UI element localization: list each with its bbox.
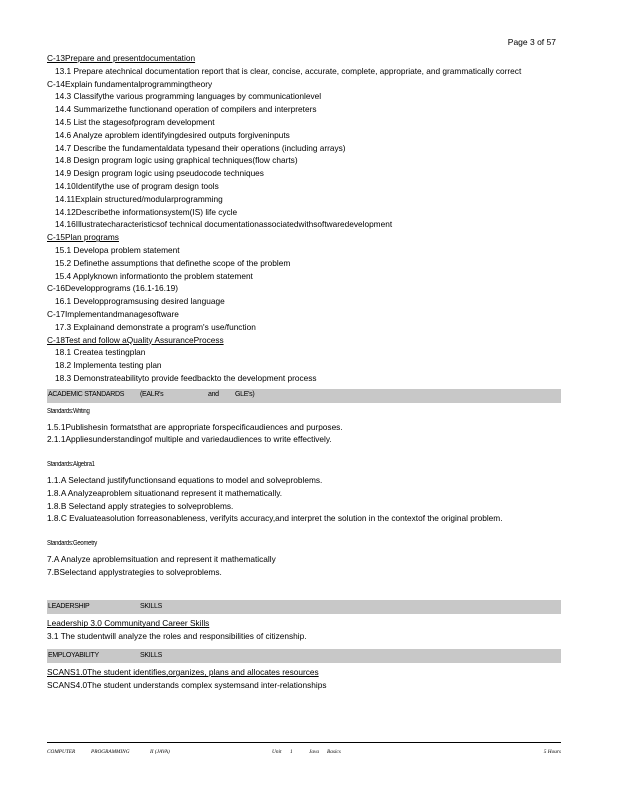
standards-list [47, 406, 561, 579]
competency-item: 16.1 Developprogramsusing desired language [55, 296, 225, 307]
employability-item: SCANS4.0The student understands complex systemsand inter-relationships [47, 679, 327, 690]
footer-divider [47, 742, 561, 743]
competency-heading: C-16Developprograms (16.1-16.19) [47, 283, 178, 294]
bar-skills: SKILLS [140, 603, 162, 611]
bar-title: EMPLOYABILITY [48, 651, 99, 659]
competency-item: 14.4 Summarizethe functionand operation of compilers and interpreters [55, 104, 317, 115]
footer-course2: PROGRAMMING [91, 749, 130, 755]
bar-ealr: (EALR's [140, 391, 164, 399]
footer-level: II (JAVA) [150, 749, 170, 755]
standard-item: 1.8.C Evaluateasolution forreasonableness, verifyits accuracy,and interpret the solution in the contextof the original problem. [47, 513, 503, 524]
employability-skills-bar [47, 649, 561, 663]
footer-unit-number: 1 [290, 749, 293, 755]
competency-item: 13.1 Prepare atechnical documentation report that is clear, concise, accurate, complete, appropriate, and grammatically correct [55, 65, 522, 76]
competency-item: 17.3 Explainand demonstrate a program's use/function [55, 321, 256, 332]
competency-item: 18.3 Demonstrateabilityto provide feedbackto the development process [55, 372, 317, 383]
competency-item: 15.2 Definethe assumptions that definethe scope of the problem [55, 257, 291, 268]
competency-item: 14.5 List the stagesofprogram development [55, 116, 215, 127]
standard-item: 1.8.B Selectand apply strategies to solveproblems. [47, 500, 234, 511]
footer-topic2: Basics [327, 749, 341, 755]
competency-heading: C-17Implementandmanagesoftware [47, 308, 179, 319]
competency-item: 14.12Describethe informationsystem(IS) life cycle [55, 206, 238, 217]
competency-list [47, 52, 561, 385]
competency-item: 18.2 Implementa testing plan [55, 360, 162, 371]
competency-item: 15.4 Applyknown informationto the problem statement [55, 270, 253, 281]
bar-title: LEADERSHIP [48, 603, 90, 611]
competency-item: 14.3 Classifythe various programming languages by communicationlevel [55, 91, 322, 102]
employability-item: SCANS1.0The student identifies,organizes, plans and allocates resources [47, 667, 319, 678]
standard-item: 7.A Analyze aproblemsituation and represent it mathematically [47, 553, 276, 564]
bar-skills: SKILLS [140, 651, 162, 659]
bar-gle: GLE's) [235, 391, 255, 399]
competency-item: 14.16Illustratecharacteristicsof technical documentationassociatedwithsoftwaredevelopment [55, 219, 393, 230]
competency-heading: C-15Plan programs [47, 232, 119, 243]
leadership-skills-bar [47, 600, 561, 614]
competency-item: 14.7 Describe the fundamentaldata typesand their operations (including arrays) [55, 142, 346, 153]
competency-item: 14.6 Analyze aproblem identifyingdesired outputs forgiveninputs [55, 129, 290, 140]
standard-item: 7.BSelectand applystrategies to solveproblems. [47, 566, 222, 577]
bar-title: ACADEMIC STANDARDS [48, 391, 125, 399]
bar-and: and [208, 391, 219, 399]
competency-heading: C-13Prepare and presentdocumentation [47, 53, 196, 63]
footer-unit: Unit [272, 749, 282, 755]
academic-standards-bar [47, 389, 561, 403]
footer-hours: 5 Hours [543, 749, 561, 755]
standard-item: 1.1.A Selectand justifyfunctionsand equations to model and solveproblems. [47, 474, 323, 485]
standard-item: 1.8.A Analyzeaproblem situationand represent it mathematically. [47, 487, 283, 498]
standard-item: 2.1.1Appliesunderstandingof multiple and variedaudiences to write effectively. [47, 434, 332, 445]
competency-heading: C-14Explain fundamentalprogrammingtheory [47, 78, 213, 89]
employability-list [47, 666, 561, 692]
competency-item: 15.1 Developa problem statement [55, 244, 180, 255]
page-number: Page 3 of 57 [507, 37, 556, 47]
competency-item: 18.1 Createa testingplan [55, 347, 146, 358]
competency-item: 14.11Explain structured/modularprogramming [55, 193, 223, 204]
standard-item: 1.5.1Publishesin formatsthat are appropriate forspecificaudiences and purposes. [47, 421, 343, 432]
competency-item: 14.9 Design program logic using pseudocode techniques [55, 168, 264, 179]
footer-course: COMPUTER [47, 749, 76, 755]
page-content [47, 52, 561, 692]
standards-heading: Standards:Geometry [47, 540, 97, 548]
leadership-heading: Leadership 3.0 Communityand Career Skills [47, 618, 210, 629]
leadership-item: 3.1 The studentwill analyze the roles and responsibilities of citizenship. [47, 631, 307, 642]
competency-item: 14.10Identifythe use of program design tools [55, 180, 219, 191]
competency-item: 14.8 Design program logic using graphical techniques(flow charts) [55, 155, 298, 166]
standards-heading: Standards:Writing [47, 407, 90, 416]
footer-topic: Java [309, 749, 319, 755]
competency-heading: C-18Test and follow aQuality AssuranceProcess [47, 334, 224, 345]
standards-heading: Standards:Algebra1 [47, 461, 95, 469]
